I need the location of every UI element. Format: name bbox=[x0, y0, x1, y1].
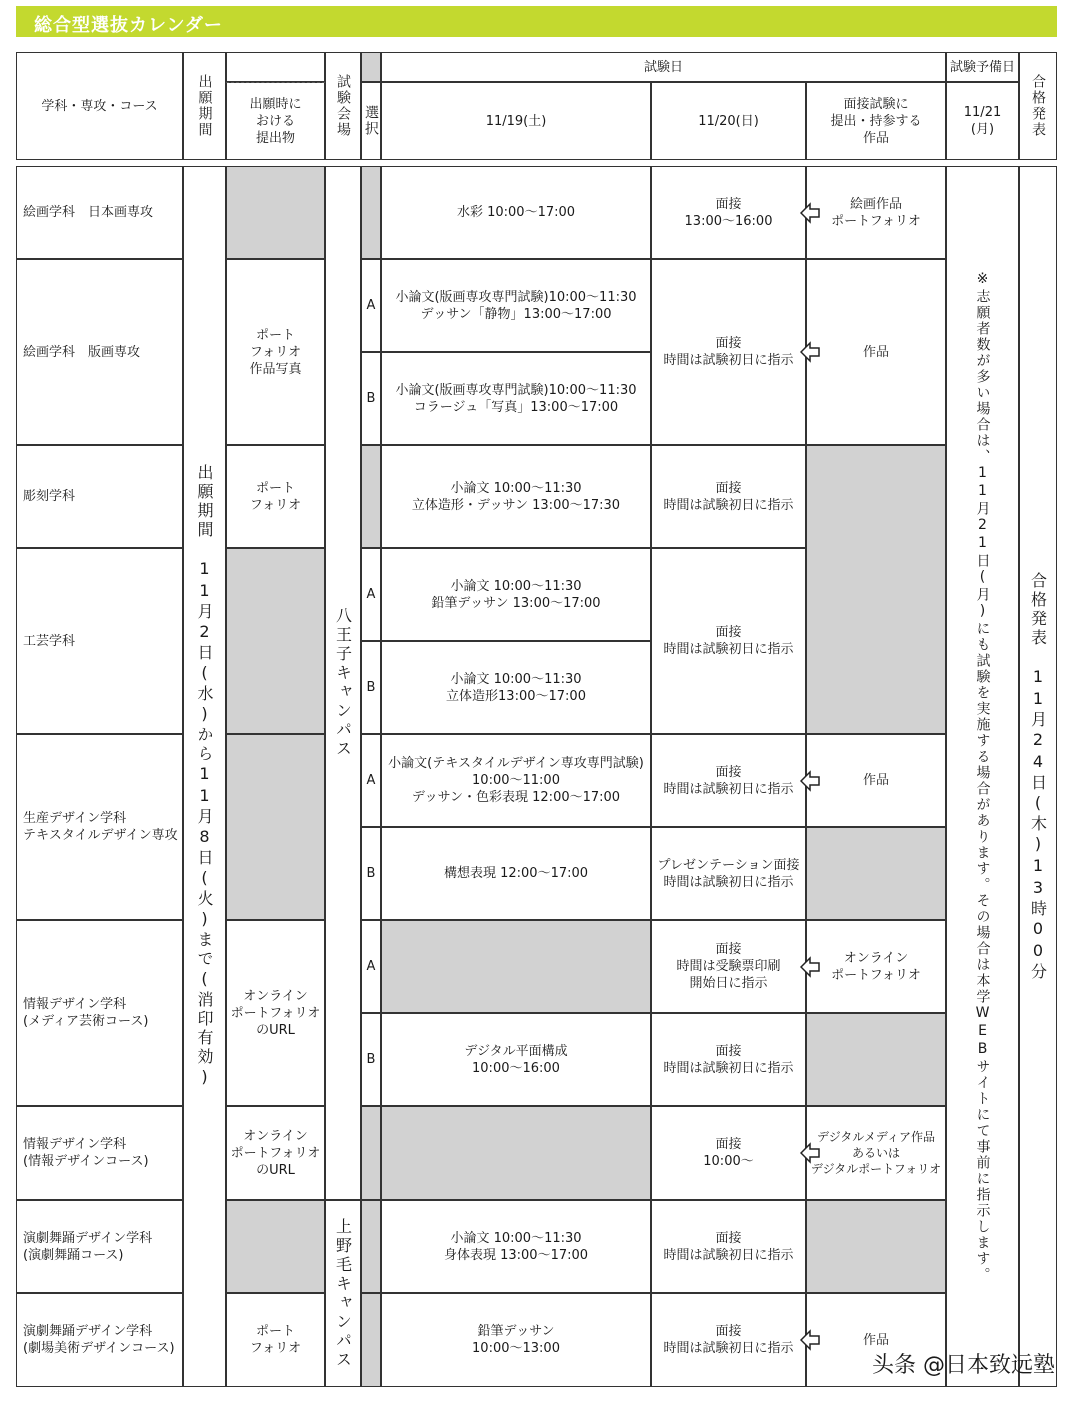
course-name: 情報デザイン学科 (メディア芸術コース) bbox=[16, 920, 183, 1106]
left-arrow-icon bbox=[800, 202, 820, 224]
select-option bbox=[361, 1293, 381, 1387]
day1-exam: 小論文(版画専攻専門試験)10:00〜11:30 デッサン「静物」13:00〜17:00 bbox=[381, 259, 651, 352]
submit-item bbox=[226, 166, 325, 259]
bring-item bbox=[806, 1200, 946, 1293]
course-name: 演劇舞踊デザイン学科 (劇場美術デザインコース) bbox=[16, 1293, 183, 1387]
day2-exam: 面接 10:00〜 bbox=[651, 1106, 806, 1200]
day2-exam: 面接 時間は試験初日に指示 bbox=[651, 548, 806, 734]
left-arrow-icon bbox=[800, 770, 820, 792]
day2-exam: プレゼンテーション面接 時間は試験初日に指示 bbox=[651, 827, 806, 920]
application-period: 出願期間 11月2日(水)から11月8日(火)まで(消印有効) bbox=[183, 166, 226, 1387]
bring-item bbox=[806, 1013, 946, 1106]
day1-exam: 小論文 10:00〜11:30 身体表現 13:00〜17:00 bbox=[381, 1200, 651, 1293]
left-arrow-icon bbox=[800, 1142, 820, 1164]
course-name: 情報デザイン学科 (情報デザインコース) bbox=[16, 1106, 183, 1200]
day2-exam: 面接 時間は受験票印刷 開始日に指示 bbox=[651, 920, 806, 1013]
day1-exam: 構想表現 12:00〜17:00 bbox=[381, 827, 651, 920]
venue-hachioji: 八王子キャンパス bbox=[325, 166, 361, 1200]
course-name: 彫刻学科 bbox=[16, 445, 183, 548]
day1-exam bbox=[381, 1106, 651, 1200]
day2-exam: 面接 時間は試験初日に指示 bbox=[651, 1013, 806, 1106]
course-name: 生産デザイン学科 テキスタイルデザイン専攻 bbox=[16, 734, 183, 920]
submit-item: ポート フォリオ bbox=[226, 1293, 325, 1387]
bring-item: 作品 bbox=[806, 259, 946, 445]
day2-exam: 面接 時間は試験初日に指示 bbox=[651, 1293, 806, 1387]
page-title: 総合型選抜カレンダー bbox=[34, 15, 223, 36]
bring-item: 絵画作品 ポートフォリオ bbox=[806, 166, 946, 259]
left-arrow-icon bbox=[800, 956, 820, 978]
bring-item bbox=[806, 827, 946, 920]
day2-exam: 面接 時間は試験初日に指示 bbox=[651, 1200, 806, 1293]
select-option bbox=[361, 1106, 381, 1200]
day2-exam: 面接 時間は試験初日に指示 bbox=[651, 734, 806, 827]
dashed-divider bbox=[226, 82, 325, 83]
submit-item: オンライン ポートフォリオ のURL bbox=[226, 1106, 325, 1200]
select-option: A bbox=[361, 548, 381, 641]
bring-item: デジタルメディア作品 あるいは デジタルポートフォリオ bbox=[806, 1106, 946, 1200]
header-select: 選択 bbox=[361, 82, 381, 160]
bring-item bbox=[806, 445, 946, 734]
day1-exam: 小論文 10:00〜11:30 鉛筆デッサン 13:00〜17:00 bbox=[381, 548, 651, 641]
header-day2: 11/20(日) bbox=[651, 82, 806, 160]
header-submit-top bbox=[226, 52, 325, 82]
select-option bbox=[361, 166, 381, 259]
day1-exam: 小論文(版画専攻専門試験)10:00〜11:30 コラージュ「写真」13:00〜17:00 bbox=[381, 352, 651, 445]
submit-item bbox=[226, 1200, 325, 1293]
select-option bbox=[361, 445, 381, 548]
bring-item: 作品 bbox=[806, 734, 946, 827]
day1-exam: 鉛筆デッサン 10:00〜13:00 bbox=[381, 1293, 651, 1387]
header-day1: 11/19(土) bbox=[381, 82, 651, 160]
header-reserve-title: 試験予備日 bbox=[946, 52, 1019, 82]
submit-item bbox=[226, 548, 325, 734]
header-period: 出願期間 bbox=[183, 52, 226, 160]
header-venue: 試験会場 bbox=[325, 52, 361, 160]
bring-item: 作品 bbox=[806, 1293, 946, 1387]
course-name: 絵画学科 版画専攻 bbox=[16, 259, 183, 445]
watermark: 头条 @日本致远塾 bbox=[872, 1353, 1055, 1378]
header-course: 学科・専攻・コース bbox=[16, 52, 183, 160]
course-name: 絵画学科 日本画専攻 bbox=[16, 166, 183, 259]
submit-item: ポート フォリオ 作品写真 bbox=[226, 259, 325, 445]
day1-exam: 小論文 10:00〜11:30 立体造形13:00〜17:00 bbox=[381, 641, 651, 734]
left-arrow-icon bbox=[800, 1329, 820, 1351]
header-reserve-date: 11/21 (月) bbox=[946, 82, 1019, 160]
day1-exam: 小論文(テキスタイルデザイン専攻専門試験) 10:00〜11:00 デッサン・色彩表現 12:00〜17:00 bbox=[381, 734, 651, 827]
day1-exam bbox=[381, 920, 651, 1013]
select-option: A bbox=[361, 920, 381, 1013]
submit-item: ポート フォリオ bbox=[226, 445, 325, 548]
select-option: B bbox=[361, 641, 381, 734]
header-select-top bbox=[361, 52, 381, 82]
reserve-note: ※志願者数が多い場合は、11月21日(月)にも試験を実施する場合があります。その場合は本学WEBサイトにて事前に指示します。 bbox=[946, 166, 1019, 1387]
select-option: B bbox=[361, 1013, 381, 1106]
title-bar bbox=[16, 6, 1057, 37]
day2-exam: 面接 時間は試験初日に指示 bbox=[651, 445, 806, 548]
submit-item bbox=[226, 734, 325, 920]
select-option: B bbox=[361, 352, 381, 445]
select-option: A bbox=[361, 259, 381, 352]
day1-exam: 水彩 10:00〜17:00 bbox=[381, 166, 651, 259]
select-option: B bbox=[361, 827, 381, 920]
submit-item: オンライン ポートフォリオ のURL bbox=[226, 920, 325, 1106]
header-submit: 出願時に おける 提出物 bbox=[226, 82, 325, 160]
header-result: 合格発表 bbox=[1019, 52, 1057, 160]
course-name: 演劇舞踊デザイン学科 (演劇舞踊コース) bbox=[16, 1200, 183, 1293]
select-option bbox=[361, 1200, 381, 1293]
select-option: A bbox=[361, 734, 381, 827]
day1-exam: デジタル平面構成 10:00〜16:00 bbox=[381, 1013, 651, 1106]
left-arrow-icon bbox=[800, 341, 820, 363]
header-bring: 面接試験に 提出・持参する 作品 bbox=[806, 82, 946, 160]
course-name: 工芸学科 bbox=[16, 548, 183, 734]
day2-exam: 面接 時間は試験初日に指示 bbox=[651, 259, 806, 445]
result-announcement: 合格発表 11月24日(木)13時00分 bbox=[1019, 166, 1057, 1387]
day2-exam: 面接 13:00〜16:00 bbox=[651, 166, 806, 259]
venue-ueno: 上野毛キャンパス bbox=[325, 1200, 361, 1387]
day1-exam: 小論文 10:00〜11:30 立体造形・デッサン 13:00〜17:30 bbox=[381, 445, 651, 548]
header-exam-day: 試験日 bbox=[381, 52, 946, 82]
bring-item: オンライン ポートフォリオ bbox=[806, 920, 946, 1013]
